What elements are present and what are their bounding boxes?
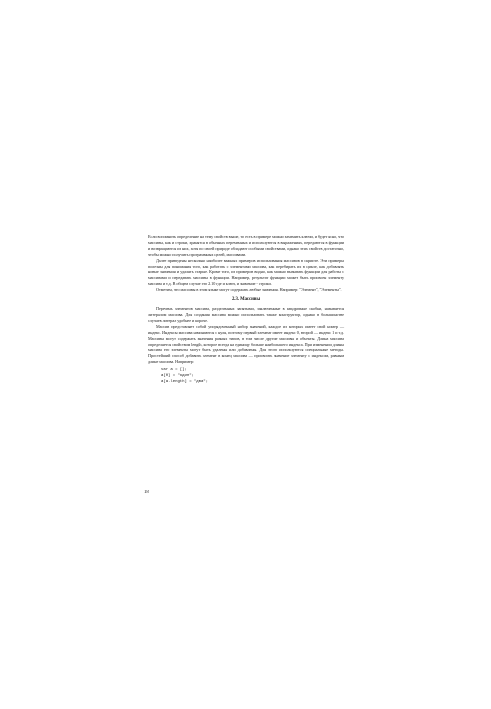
paragraph: Отметим, что массивы в этом языке могут содержать любые значения. Например: "Элемент", "Элементы". <box>156 287 342 293</box>
paragraph: Массив представляет собой упорядоченный набор значений, каждое из которых имеет свой номер — индекс. Индексы массива начинаются с нуля, поэтому первый элемент имеет индекс 0, второй — индекс 1 и т.д. Массивы могут содержать значения разных типов, в том числе другие массивы и объекты. Длина массива определяется свойством length, которое всегда на единицу больше наибольшего индекса. При изменении длины массива его элементы могут быть удалены или добавлены. Для этого используются специальные методы. Простейший способ добавить элемент в конец массива — присвоить значение элементу с индексом, равным длине массива. Например: <box>148 323 344 365</box>
code-block <box>161 368 344 385</box>
page-number: 18 <box>144 490 149 495</box>
paragraph: Перечень элементов массива, разделенных запятыми, заключенные в квадратные скобки, называется литералом массива. Для создания массива можно использовать также конструктор, однако в большинстве случаев литерал удобнее и короче. <box>148 306 344 323</box>
paragraph: Если вспомнить определение на тему свойств выше, то есть в примере можно заменить ключи, и будет ясно, что массивы, как и строки, хранятся в обычных переменных и используются в выражениях, передаются в функции и возвращаются из них, хотя по своей природе обладают особыми свойствами, однако этих свойств достаточно, чтобы можно получить программных целей, массивами. <box>148 234 344 257</box>
code-line: a[a.length] = "два"; <box>161 379 209 384</box>
code-line: var a = []; <box>161 368 187 373</box>
section-heading: 2.3. Массивы <box>231 297 261 303</box>
code-line: a[0] = "один"; <box>161 373 194 378</box>
paragraph: Далее приведены несколько наиболее важных примеров использования массивов в скрипте. Эти примеры полезны для понимания того, как работать с элементами массива, как перебирать их в цикле, как добавлять новые значения и удалять старые. Кроме того, из примеров видно, как можно вызывать функции для работы с массивами и передавать массивы в функции. Например, результат функции может быть присвоен элементу массива и т.д. В общем случае это 2.10 где и ключ, и значение - строки. <box>148 257 344 287</box>
document-body <box>148 234 344 386</box>
